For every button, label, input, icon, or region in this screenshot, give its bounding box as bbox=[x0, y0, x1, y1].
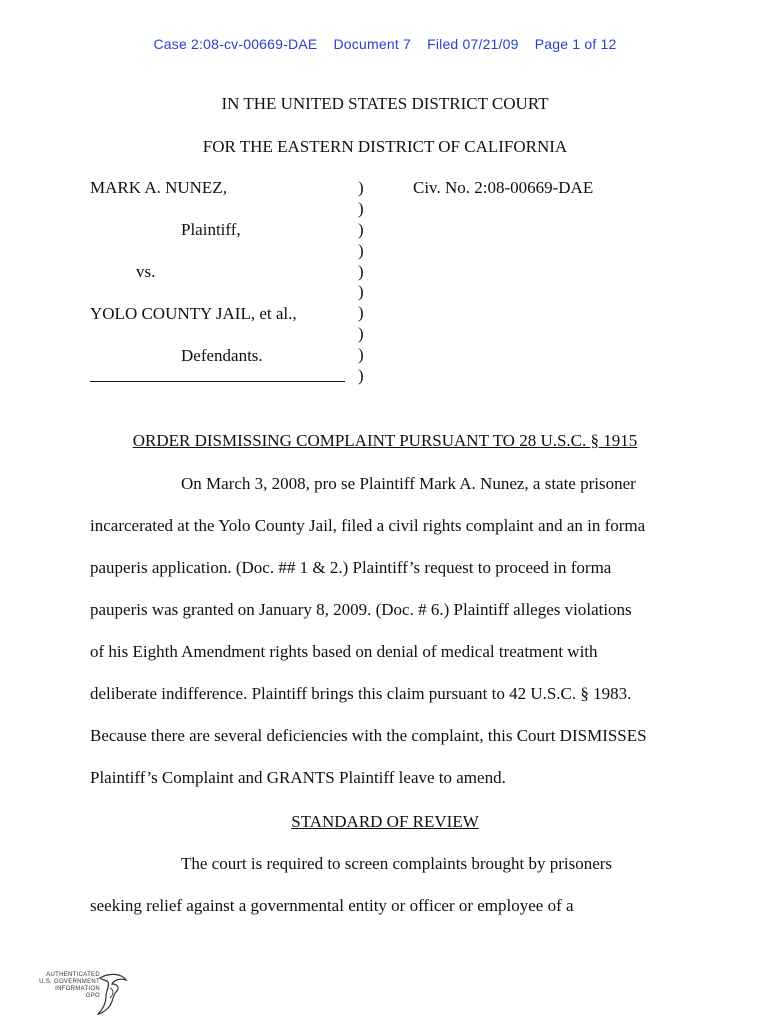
paragraph-line: Because there are several deficiencies with the complaint, this Court DISMISSES bbox=[90, 726, 647, 745]
seal-text bbox=[30, 972, 100, 1000]
caption-paren: ) bbox=[358, 282, 364, 302]
paragraph-line: pauperis application. (Doc. ## 1 & 2.) Plaintiff’s request to proceed in forma bbox=[90, 558, 612, 577]
paragraph-line: of his Eighth Amendment rights based on denial of medical treatment with bbox=[90, 642, 598, 661]
defendant-role: Defendants. bbox=[181, 346, 263, 365]
defendant-name: YOLO COUNTY JAIL, et al., bbox=[90, 304, 297, 323]
caption-paren: ) bbox=[358, 178, 364, 197]
seal-line: GPO bbox=[85, 993, 100, 999]
order-title: ORDER DISMISSING COMPLAINT PURSUANT TO 28 U.S.C. § 1915 bbox=[132, 431, 638, 450]
paragraph-line: incarcerated at the Yolo County Jail, filed a civil rights complaint and an in forma bbox=[90, 516, 646, 535]
seal-line: INFORMATION bbox=[55, 986, 100, 992]
caption-paren: ) bbox=[358, 198, 364, 218]
versus-label: vs. bbox=[136, 262, 156, 281]
plaintiff-role: Plaintiff, bbox=[181, 220, 241, 239]
paragraph-line: The court is required to screen complaints brought by prisoners bbox=[181, 854, 613, 873]
caption-paren: ) bbox=[358, 366, 364, 386]
plaintiff-name: MARK A. NUNEZ, bbox=[90, 178, 227, 197]
caption-underline bbox=[90, 381, 345, 382]
gpo-authentication-seal bbox=[30, 972, 130, 1016]
caption-paren: ) bbox=[358, 345, 364, 365]
caption-parentheses bbox=[358, 178, 370, 387]
seal-line: U.S. GOVERNMENT bbox=[39, 979, 100, 985]
section-heading: STANDARD OF REVIEW bbox=[291, 812, 479, 831]
caption-paren: ) bbox=[358, 240, 364, 260]
filed-date: Filed 07/21/09 bbox=[427, 36, 519, 52]
filing-header bbox=[0, 36, 770, 52]
eagle-emblem-icon bbox=[96, 972, 128, 1016]
document-number: Document 7 bbox=[333, 36, 411, 52]
court-district: FOR THE EASTERN DISTRICT OF CALIFORNIA bbox=[202, 137, 568, 156]
paragraph-line: Plaintiff’s Complaint and GRANTS Plaintiff leave to amend. bbox=[90, 768, 506, 787]
paragraph-line: deliberate indifference. Plaintiff brings this claim pursuant to 42 U.S.C. § 1983. bbox=[90, 684, 632, 703]
civil-case-number: Civ. No. 2:08-00669-DAE bbox=[413, 178, 594, 197]
paragraph-line: pauperis was granted on January 8, 2009. (Doc. # 6.) Plaintiff alleges violations bbox=[90, 600, 632, 619]
page-number: Page 1 of 12 bbox=[534, 36, 617, 52]
seal-line: AUTHENTICATED bbox=[46, 972, 100, 978]
paragraph-line: On March 3, 2008, pro se Plaintiff Mark A. Nunez, a state prisoner bbox=[181, 474, 636, 493]
caption-paren: ) bbox=[358, 324, 364, 344]
caption-paren: ) bbox=[358, 303, 364, 323]
case-number: Case 2:08-cv-00669-DAE bbox=[153, 36, 318, 52]
paragraph-line: seeking relief against a governmental entity or officer or employee of a bbox=[90, 896, 574, 915]
caption-paren: ) bbox=[358, 261, 364, 281]
court-name: IN THE UNITED STATES DISTRICT COURT bbox=[221, 94, 549, 113]
caption-paren: ) bbox=[358, 219, 364, 239]
